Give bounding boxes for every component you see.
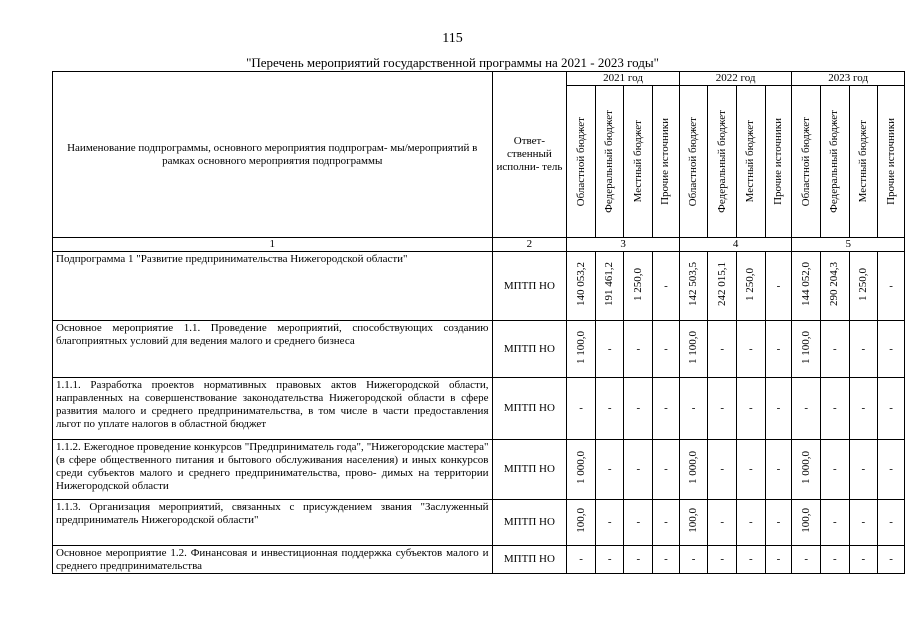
source-header-label: Прочие источники [772,118,784,205]
funding-value-cell [878,546,905,574]
column-number: 2 [492,238,567,252]
measure-name: Подпрограмма 1 "Развитие предпринимательства Нижегородской области" [53,252,493,321]
source-header [765,86,792,238]
funding-value: - [664,402,668,414]
source-header [708,86,737,238]
funding-value: - [776,516,781,528]
measure-name: 1.1.2. Ежегодное проведение конкурсов "Предприниматель года", "Нижегородские мастера" (в сфере общественного питания и бытового обслуживания населения) и иных конкурсов среди субъектов малого и среднего предпринимательства, прово- димых на территории Нижегородской области [53,440,493,500]
funding-value-cell [849,321,878,378]
funding-value: 1 250,0 [856,267,869,301]
funding-value-cell [624,546,653,574]
source-header [849,86,878,238]
year-header-2021: 2021 год [567,72,680,86]
funding-value-cell [737,321,766,378]
funding-value: - [636,402,641,414]
funding-value-cell [679,546,708,574]
funding-value-cell [679,500,708,546]
funding-value: - [636,553,641,565]
funding-value: - [889,553,893,565]
funding-value-cell [595,500,624,546]
funding-value: - [720,402,725,414]
document-title: "Перечень мероприятий государственной программы на 2021 - 2023 годы" [246,55,659,70]
funding-value: - [748,402,753,414]
source-header [792,86,821,238]
funding-value-cell [567,252,596,321]
column-number: 1 [53,238,493,252]
funding-value: 100,0 [574,508,587,533]
funding-value: - [579,402,583,414]
funding-value-cell [765,321,792,378]
funding-value-cell [708,546,737,574]
funding-value-cell [567,321,596,378]
funding-value-cell [595,321,624,378]
funding-value: - [607,553,612,565]
column-number: 5 [792,238,905,252]
page-number: 115 [442,31,463,46]
funding-value: 1 250,0 [631,267,644,301]
funding-value-cell [653,252,680,321]
funding-value: 142 503,5 [687,262,700,306]
funding-value-cell [820,378,849,440]
funding-value-cell [737,378,766,440]
funding-value-cell [679,378,708,440]
funding-value-cell [624,500,653,546]
funding-value-cell [595,252,624,321]
funding-value: - [664,553,668,565]
responsible-executor: МПТП НО [492,500,567,546]
funding-value: - [636,463,641,475]
source-header-label: Федеральный бюджет [715,110,728,213]
table-row [53,252,905,321]
source-header [878,86,905,238]
executor-column-header: Ответ- ственный исполни- тель [492,72,567,238]
responsible-executor: МПТП НО [492,546,567,574]
funding-value: 1 000,0 [799,451,812,484]
source-header-label: Федеральный бюджет [828,110,841,213]
funding-value: 290 204,3 [828,262,841,306]
funding-value: - [832,402,837,414]
funding-value: - [636,342,641,355]
funding-value-cell [765,500,792,546]
funding-value: - [720,553,725,565]
column-number: 3 [567,238,680,252]
funding-value: - [664,463,668,475]
source-header [679,86,708,238]
funding-value-cell [679,440,708,500]
funding-value: - [861,342,866,355]
funding-value-cell [653,321,680,378]
responsible-executor: МПТП НО [492,321,567,378]
funding-value-cell [849,500,878,546]
funding-value: - [776,463,781,475]
funding-value-cell [624,252,653,321]
funding-value-cell [792,500,821,546]
column-number-row [53,238,905,252]
funding-value: - [748,516,753,528]
funding-value-cell [737,500,766,546]
funding-value-cell [567,500,596,546]
funding-value-cell [849,546,878,574]
funding-value-cell [624,440,653,500]
source-header-label: Местный бюджет [856,120,869,203]
year-header-2022: 2022 год [679,72,792,86]
funding-value-cell [595,546,624,574]
table-row [53,378,905,440]
funding-value: - [720,516,725,528]
funding-value-cell [792,321,821,378]
funding-value: - [579,553,583,565]
funding-value: - [664,342,668,355]
funding-value: 100,0 [799,508,812,533]
source-header [567,86,596,238]
responsible-executor: МПТП НО [492,440,567,500]
funding-value: - [776,342,781,355]
funding-value-cell [792,252,821,321]
source-header [653,86,680,238]
funding-value: - [832,342,837,355]
funding-value: 144 052,0 [799,262,812,306]
funding-value-cell [679,252,708,321]
funding-value: - [861,402,866,414]
funding-value-cell [878,440,905,500]
funding-value-cell [849,252,878,321]
funding-value: - [748,463,753,475]
source-header-label: Местный бюджет [631,120,644,203]
funding-value-cell [820,440,849,500]
funding-value: - [720,342,725,355]
funding-value: 1 100,0 [574,330,587,364]
funding-value: - [776,553,781,565]
responsible-executor: МПТП НО [492,252,567,321]
funding-value: 140 053,2 [574,262,587,306]
funding-value-cell [624,378,653,440]
funding-value-cell [708,440,737,500]
source-header-label: Областной бюджет [799,116,812,207]
funding-value-cell [708,378,737,440]
funding-value-cell [820,546,849,574]
source-header [737,86,766,238]
measure-name: Основное мероприятие 1.2. Финансовая и инвестиционная поддержка субъектов малого и среднего предпринимательства [53,546,493,574]
funding-value-cell [708,500,737,546]
funding-value: - [832,463,837,475]
funding-value: 1 250,0 [744,267,757,301]
source-header-label: Местный бюджет [744,120,757,203]
table-row [53,500,905,546]
funding-value: - [889,342,893,355]
measure-name: 1.1.3. Организация мероприятий, связанных с присуждением звания "Заслуженный предприниматель Нижегородской области" [53,500,493,546]
funding-value-cell [878,321,905,378]
funding-value-cell [567,546,596,574]
funding-value-cell [820,252,849,321]
measure-name: 1.1.1. Разработка проектов нормативных правовых актов Нижегородской области, направленных на совершенствование законодательства Нижегородской области в сфере развития малого и среднего предпринимательства, в том числе в части предоставления льгот по уплате налогов в областной бюджет [53,378,493,440]
funding-value: - [607,402,612,414]
funding-value-cell [878,252,905,321]
table-row [53,440,905,500]
funding-value: - [804,553,809,565]
funding-value: 242 015,1 [715,262,728,306]
funding-value-cell [708,252,737,321]
funding-value: - [664,516,668,528]
funding-value-cell [849,378,878,440]
funding-value: 191 461,2 [603,262,616,306]
table-row [53,546,905,574]
source-header-label: Прочие источники [884,118,897,205]
header-row-years [53,72,905,86]
source-header-label: Федеральный бюджет [603,110,616,213]
funding-value: - [776,279,781,292]
funding-value-cell [792,440,821,500]
funding-value-cell [595,440,624,500]
funding-value: - [748,342,753,355]
funding-value-cell [653,378,680,440]
funding-value: - [720,463,725,475]
funding-value-cell [765,378,792,440]
funding-value: 1 100,0 [687,330,700,364]
funding-value-cell [624,321,653,378]
funding-value: - [776,402,781,414]
funding-value: - [889,402,893,414]
column-number: 4 [679,238,792,252]
funding-value-cell [653,546,680,574]
funding-value-cell [849,440,878,500]
funding-value: - [861,516,866,528]
funding-value: 1 100,0 [799,330,812,364]
funding-value-cell [595,378,624,440]
funding-value-cell [679,321,708,378]
table-row [53,321,905,378]
measures-table [52,71,905,574]
responsible-executor: МПТП НО [492,378,567,440]
funding-value: - [832,553,837,565]
funding-value-cell [567,440,596,500]
funding-value: - [861,463,866,475]
funding-value-cell [878,378,905,440]
funding-value: - [889,516,893,528]
funding-value-cell [737,546,766,574]
source-header-label: Прочие источники [659,118,672,205]
funding-value: - [691,553,696,565]
funding-value-cell [765,546,792,574]
funding-value: - [691,402,696,414]
year-header-2023: 2023 год [792,72,905,86]
funding-value: - [607,342,612,355]
funding-value: - [804,402,809,414]
funding-value: - [748,553,753,565]
funding-value-cell [653,500,680,546]
source-header-label: Областной бюджет [687,116,700,207]
funding-value: - [607,516,612,528]
funding-value-cell [820,321,849,378]
measure-name: Основное мероприятие 1.1. Проведение мероприятий, способствующих созданию благоприятных условий для ведения малого и среднего бизнеса [53,321,493,378]
funding-value: - [861,553,866,565]
funding-value-cell [878,500,905,546]
source-header [820,86,849,238]
funding-value: - [607,463,612,475]
source-header [595,86,624,238]
funding-value-cell [708,321,737,378]
funding-value-cell [653,440,680,500]
funding-value: 100,0 [687,508,700,533]
funding-value: - [889,279,893,292]
funding-value-cell [792,378,821,440]
funding-value: - [832,516,837,528]
funding-value-cell [765,440,792,500]
name-column-header: Наименование подпрограммы, основного мероприятия подпрограм- мы/мероприятий в рамках основного мероприятия подпрограммы [53,72,493,238]
source-header [624,86,653,238]
source-header-label: Областной бюджет [574,116,587,207]
funding-value-cell [792,546,821,574]
funding-value-cell [737,252,766,321]
funding-value-cell [820,500,849,546]
funding-value: 1 000,0 [687,451,700,484]
funding-value: - [889,463,893,475]
funding-value-cell [765,252,792,321]
funding-value: - [664,279,668,292]
funding-value-cell [567,378,596,440]
funding-value: - [636,516,641,528]
funding-value: 1 000,0 [574,451,587,484]
funding-value-cell [737,440,766,500]
